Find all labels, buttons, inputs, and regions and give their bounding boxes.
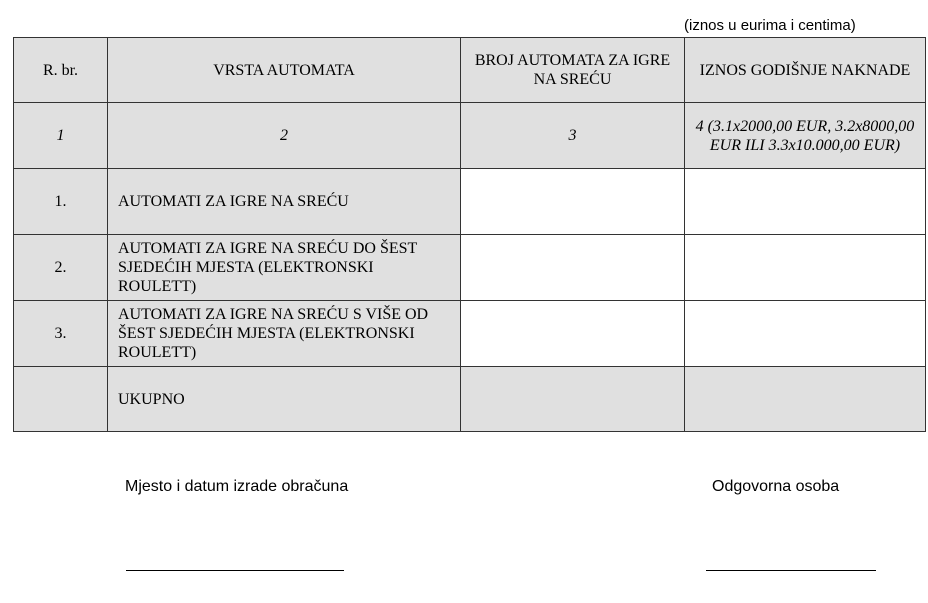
table-row xyxy=(14,235,926,301)
header-iznos: IZNOS GODIŠNJE NAKNADE xyxy=(685,38,926,103)
row-amount-cell[interactable] xyxy=(685,301,926,367)
responsible-signature-line[interactable] xyxy=(706,570,876,571)
row-amount-cell[interactable] xyxy=(685,169,926,235)
index-row xyxy=(14,103,926,169)
total-label: UKUPNO xyxy=(108,367,461,432)
total-count-cell xyxy=(461,367,685,432)
place-date-signature-line[interactable] xyxy=(126,570,344,571)
index-cell-2: 2 xyxy=(108,103,461,169)
header-vrsta: VRSTA AUTOMATA xyxy=(108,38,461,103)
row-amount-cell[interactable] xyxy=(685,235,926,301)
row-count-cell[interactable] xyxy=(461,301,685,367)
header-rbr: R. br. xyxy=(14,38,108,103)
row-number: 1. xyxy=(14,169,108,235)
responsible-person-label: Odgovorna osoba xyxy=(712,478,840,495)
index-cell-4: 4 (3.1x2000,00 EUR, 3.2x8000,00 EUR ILI 3.3x10.000,00 EUR) xyxy=(685,103,926,169)
row-number: 3. xyxy=(14,301,108,367)
total-row xyxy=(14,367,926,432)
row-type: AUTOMATI ZA IGRE NA SREĆU DO ŠEST SJEDEĆIH MJESTA (ELEKTRONSKI ROULETT) xyxy=(108,235,461,301)
row-number: 2. xyxy=(14,235,108,301)
table-row xyxy=(14,301,926,367)
total-amount-cell xyxy=(685,367,926,432)
index-cell-3: 3 xyxy=(461,103,685,169)
header-broj: BROJ AUTOMATA ZA IGRE NA SREĆU xyxy=(461,38,685,103)
total-number xyxy=(14,367,108,432)
place-date-label: Mjesto i datum izrade obračuna xyxy=(125,478,349,495)
row-type: AUTOMATI ZA IGRE NA SREĆU xyxy=(108,169,461,235)
table-row xyxy=(14,169,926,235)
index-cell-1: 1 xyxy=(14,103,108,169)
row-count-cell[interactable] xyxy=(461,169,685,235)
currency-note: (iznos u eurima i centima) xyxy=(684,17,856,34)
row-count-cell[interactable] xyxy=(461,235,685,301)
row-type: AUTOMATI ZA IGRE NA SREĆU S VIŠE OD ŠEST SJEDEĆIH MJESTA (ELEKTRONSKI ROULETT) xyxy=(108,301,461,367)
fee-table xyxy=(13,37,926,432)
header-row xyxy=(14,38,926,103)
